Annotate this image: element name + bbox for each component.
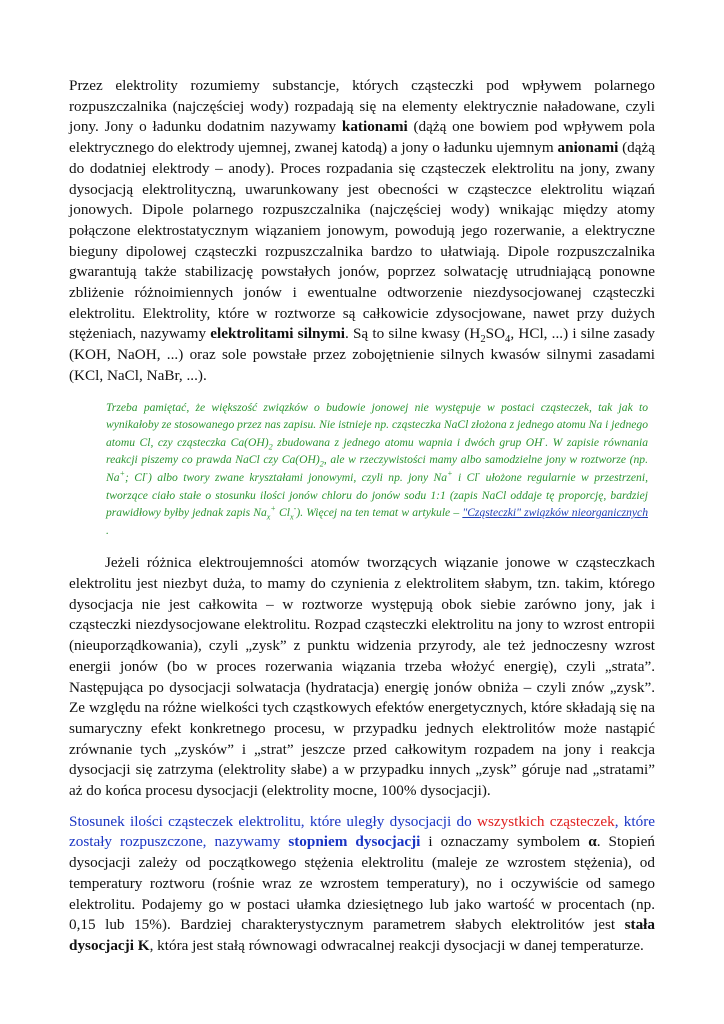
text-run: i oznaczamy symbolem: [420, 833, 589, 851]
note-text: i Cl: [452, 470, 478, 484]
text-run: , która jest stałą równowagi odwracalnej reakcji dysocjacji w danej temperaturze.: [149, 936, 644, 954]
note-text: , ale w rzeczywistości mamy albo samodzielne jony w roztworze (np. Na: [106, 453, 648, 484]
symbol-alpha: α: [588, 833, 597, 851]
note-text: ). Więcej na ten temat w artykule –: [296, 506, 463, 520]
superscript: -: [477, 469, 481, 479]
superscript: +: [119, 469, 126, 479]
text-run: Przez elektrolity rozumiemy substancje, których cząsteczki pod wpływem polarnego rozpuszczalnika (najczęściej wody) rozpadają się na elementy elektrycznie naładowane, czyli jony. Jony o ładunku dodatnim nazywamy: [69, 77, 655, 136]
superscript: -: [542, 433, 546, 443]
note-text: Trzeba pamiętać, że większość związków o budowie jonowej nie występuje w postaci cząsteczek, tak jak to wynikałoby ze stosowanego przez nas zapisu. Nie istnieje np. cząsteczka NaCl złożona z jednego atomu Na i jednego atomu Cl, czy cząsteczka Ca(OH): [106, 400, 648, 449]
subscript: 2: [319, 459, 324, 469]
text-run: (dążą one bowiem pod wpływem pola elektrycznego do elektrody ujemnej, zwanej katodą) a jony o ładunku ujemnym: [69, 118, 655, 157]
note-text: ułożone regularnie w przestrzeni, tworzące ciało stałe o stosunku ilości jonów chloru do jonów sodu 1:1 (zapis NaCl oddaje tę proporcję, bardziej prawidłowy byłby jednak zapis Na: [106, 470, 648, 520]
paragraph-electrolytes-intro: [69, 76, 655, 387]
superscript: -: [145, 469, 148, 479]
superscript: +: [270, 504, 276, 514]
subscript: x: [290, 512, 294, 522]
paragraph-degree-of-dissociation: [69, 812, 655, 957]
highlight-blue-text: , które zostały rozpuszczone, nazywamy: [69, 812, 655, 851]
term-cations: kationami: [341, 118, 408, 136]
note-text: zbudowana z jednego atomu wapnia i dwóch grup OH: [272, 435, 543, 449]
text-run: , HCl, ...) i silne zasady (KOH, NaOH, ...) oraz sole powstałe przez zobojętnienie silnych kwasów silnymi zasadami (KCl, NaCl, NaBr, ...).: [69, 325, 655, 384]
highlight-blue-text: Stosunek ilości cząsteczek elektrolitu, które uległy dysocjacji do: [69, 812, 477, 830]
subscript: x: [266, 512, 271, 522]
note-text: ; Cl: [125, 470, 146, 484]
superscript: -: [293, 504, 297, 514]
text-run: . Są to silne kwasy (H: [344, 325, 481, 343]
subscript: 4: [505, 334, 511, 346]
term-dissociation-constant: stała dysocjacji K: [69, 916, 655, 954]
subscript: 2: [480, 334, 486, 346]
highlight-red-text: wszystkich cząsteczek: [477, 812, 615, 830]
term-degree-of-dissociation: stopniem dysocjacji: [288, 833, 421, 851]
text-run: (dążą do dodatniej elektrody – anody). Proces rozpadania się cząsteczek elektrolitu na jony, zwany dysocjacją elektrolityczną, uwarunkowany jest obecności w cząsteczce elektrolitu wiązań jonowych. Dipole polarnego rozpuszczalnika (najczęściej wody) wnikając między atomy połączone elektrostatycznym wiązaniem jonowym, powodują jego rozerwanie, a elektryczne bieguny dipolowej cząsteczki rozpuszczalnika bardzo to ułatwiają. Dipole rozpuszczalnika gwarantują także stabilizację powstałych jonów, poprzez solwatację utrudniającą ponowne zbliżenie różnoimiennych jonów i ewentualne odtworzenie niezdysocjowanej cząsteczki elektrolitu. Elektrolity, które w roztworze są całkowicie zdysocjowane, nawet przy dużych stężeniach, nazywamy: [69, 139, 655, 343]
article-link[interactable]: "Cząsteczki" związków nieorganicznych: [462, 506, 648, 520]
paragraph-weak-electrolytes: [69, 553, 655, 801]
text-run: Jeżeli różnica elektroujemności atomów tworzących wiązanie jonowe w cząsteczkach elektrolitu jest niezbyt duża, to mamy do czynienia z elektrolitem słabym, tzn. takim, którego dysocjacja nie jest całkowita – w roztworze występują obok siebie zarówno jony, jak i cząsteczki niezdysocjowane elektrolitu. Rozpad cząsteczki elektrolitu na jony to wzrost entropii (nieuporządkowania), czyli „zysk” z punktu widzenia przyrody, ale też jednoczesny wzrost energii jonów (bo w proces rozerwania wiązania trzeba włożyć energię), czyli „strata”. Następująca po dysocjacji solwatacja (hydratacja) energię jonów obniża – czyli znów „zysk”. Ze względu na różne wielkości tych cząstkowych efektów energetycznych, które składają się na sumaryczny efekt konkretnego procesu, w przypadku jednych elektrolitów może nastąpić zrównanie tych „zysków” i „strat” jeszcze przed całkowitym rozpadem na jony i reakcja dysocjacji się zatrzyma (elektrolity słabe) a w przypadku innych „zysk” góruje nad „stratami” aż do końca procesu dysocjacji (elektrolity mocne, 100% dysocjacji).: [69, 554, 655, 800]
note-ionic-compounds: [106, 399, 648, 540]
text-run: . Stopień dysocjacji zależy od początkowego stężenia elektrolitu (maleje ze wzrostem stężenia), od temperatury roztworu (rośnie wraz ze wzrostem temperatury), no i oczywiście od samego elektrolitu. Podajemy go w postaci ułamka dziesiętnego lub jako wartość w procentach (np. 0,15 lub 15%). Bardziej charakterystycznym parametrem słabych elektrolitów jest: [69, 833, 655, 934]
note-text: . W zapisie równania reakcji piszemy co prawda NaCl czy Ca(OH): [106, 435, 648, 467]
superscript: +: [447, 469, 453, 479]
note-text: ) albo twory zwane kryształami jonowymi, czyli np. jony Na: [147, 470, 448, 484]
text-run: SO: [485, 325, 506, 343]
term-strong-electrolytes: elektrolitami silnymi: [210, 325, 345, 343]
term-anions: anionami: [557, 139, 619, 157]
note-text: .: [106, 523, 109, 537]
note-text: Cl: [275, 506, 291, 520]
subscript: 2: [268, 442, 273, 452]
